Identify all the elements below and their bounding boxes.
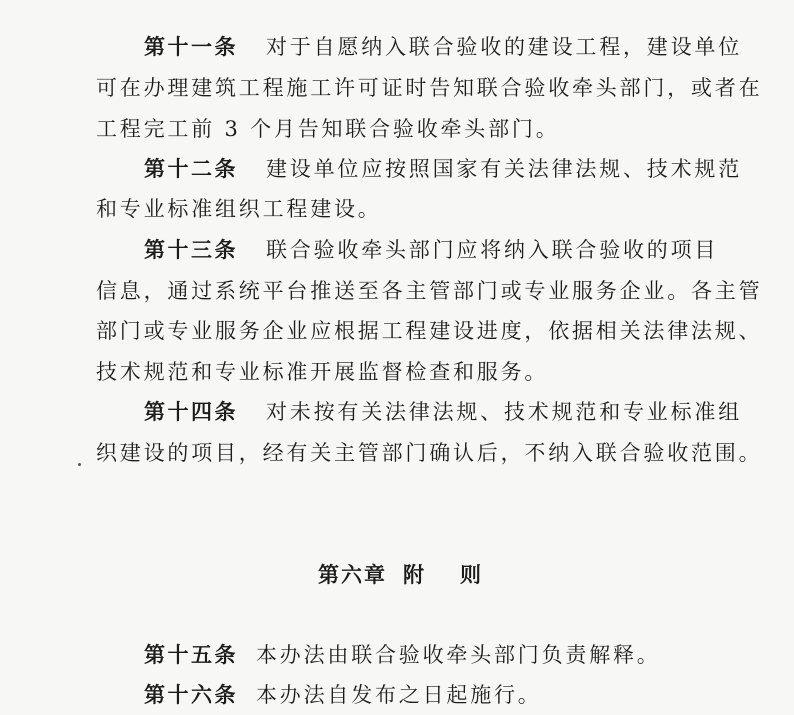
article-16-line [144, 680, 542, 710]
article-11-line-3: 工程完工前 3 个月告知联合验收牵头部门。 [96, 117, 560, 141]
chapter-word-1: 附 [403, 562, 426, 587]
article-11-line-2: 可在办理建筑工程施工许可证时告知联合验收牵头部门，或者在 [96, 76, 763, 100]
article-16-text: 本办法自发布之日起施行。 [256, 683, 542, 707]
article-11-line-1 [144, 32, 742, 62]
article-13-text-1: 联合验收牵头部门应将纳入联合验收的项目 [266, 238, 719, 262]
scan-speck [78, 463, 81, 466]
article-15-line [144, 640, 661, 670]
article-15-label: 第十五条 [144, 642, 238, 667]
article-14-label: 第十四条 [144, 399, 238, 424]
article-13-line-2: 信息，通过系统平台推送至各主管部门或专业服务企业。各主管 [96, 279, 763, 303]
article-13-line-3: 部门或专业服务企业应根据工程建设进度，依据相关法律法规、 [96, 319, 763, 343]
article-16-label: 第十六条 [144, 682, 238, 707]
chapter-heading [318, 560, 483, 590]
article-12-text-1: 建设单位应按照国家有关法律法规、技术规范 [266, 157, 742, 181]
article-13-line-4: 技术规范和专业标准开展监督检查和服务。 [96, 360, 549, 384]
article-12-label: 第十二条 [144, 156, 238, 181]
article-12-line-1 [144, 154, 742, 184]
chapter-number: 第六章 [318, 562, 387, 587]
article-11-label: 第十一条 [144, 34, 238, 59]
article-13-line-1 [144, 235, 718, 265]
article-14-line-1 [144, 397, 742, 427]
article-11-text-1: 对于自愿纳入联合验收的建设工程，建设单位 [266, 35, 742, 59]
article-12-line-2: 和专业标准组织工程建设。 [96, 197, 382, 221]
article-15-text: 本办法由联合验收牵头部门负责解释。 [256, 643, 661, 667]
chapter-word-2: 则 [460, 562, 483, 587]
article-14-text-1: 对未按有关法律法规、技术规范和专业标准组 [266, 400, 742, 424]
article-14-line-2: 织建设的项目，经有关主管部门确认后，不纳入联合验收范围。 [96, 441, 763, 465]
article-13-label: 第十三条 [144, 237, 238, 262]
